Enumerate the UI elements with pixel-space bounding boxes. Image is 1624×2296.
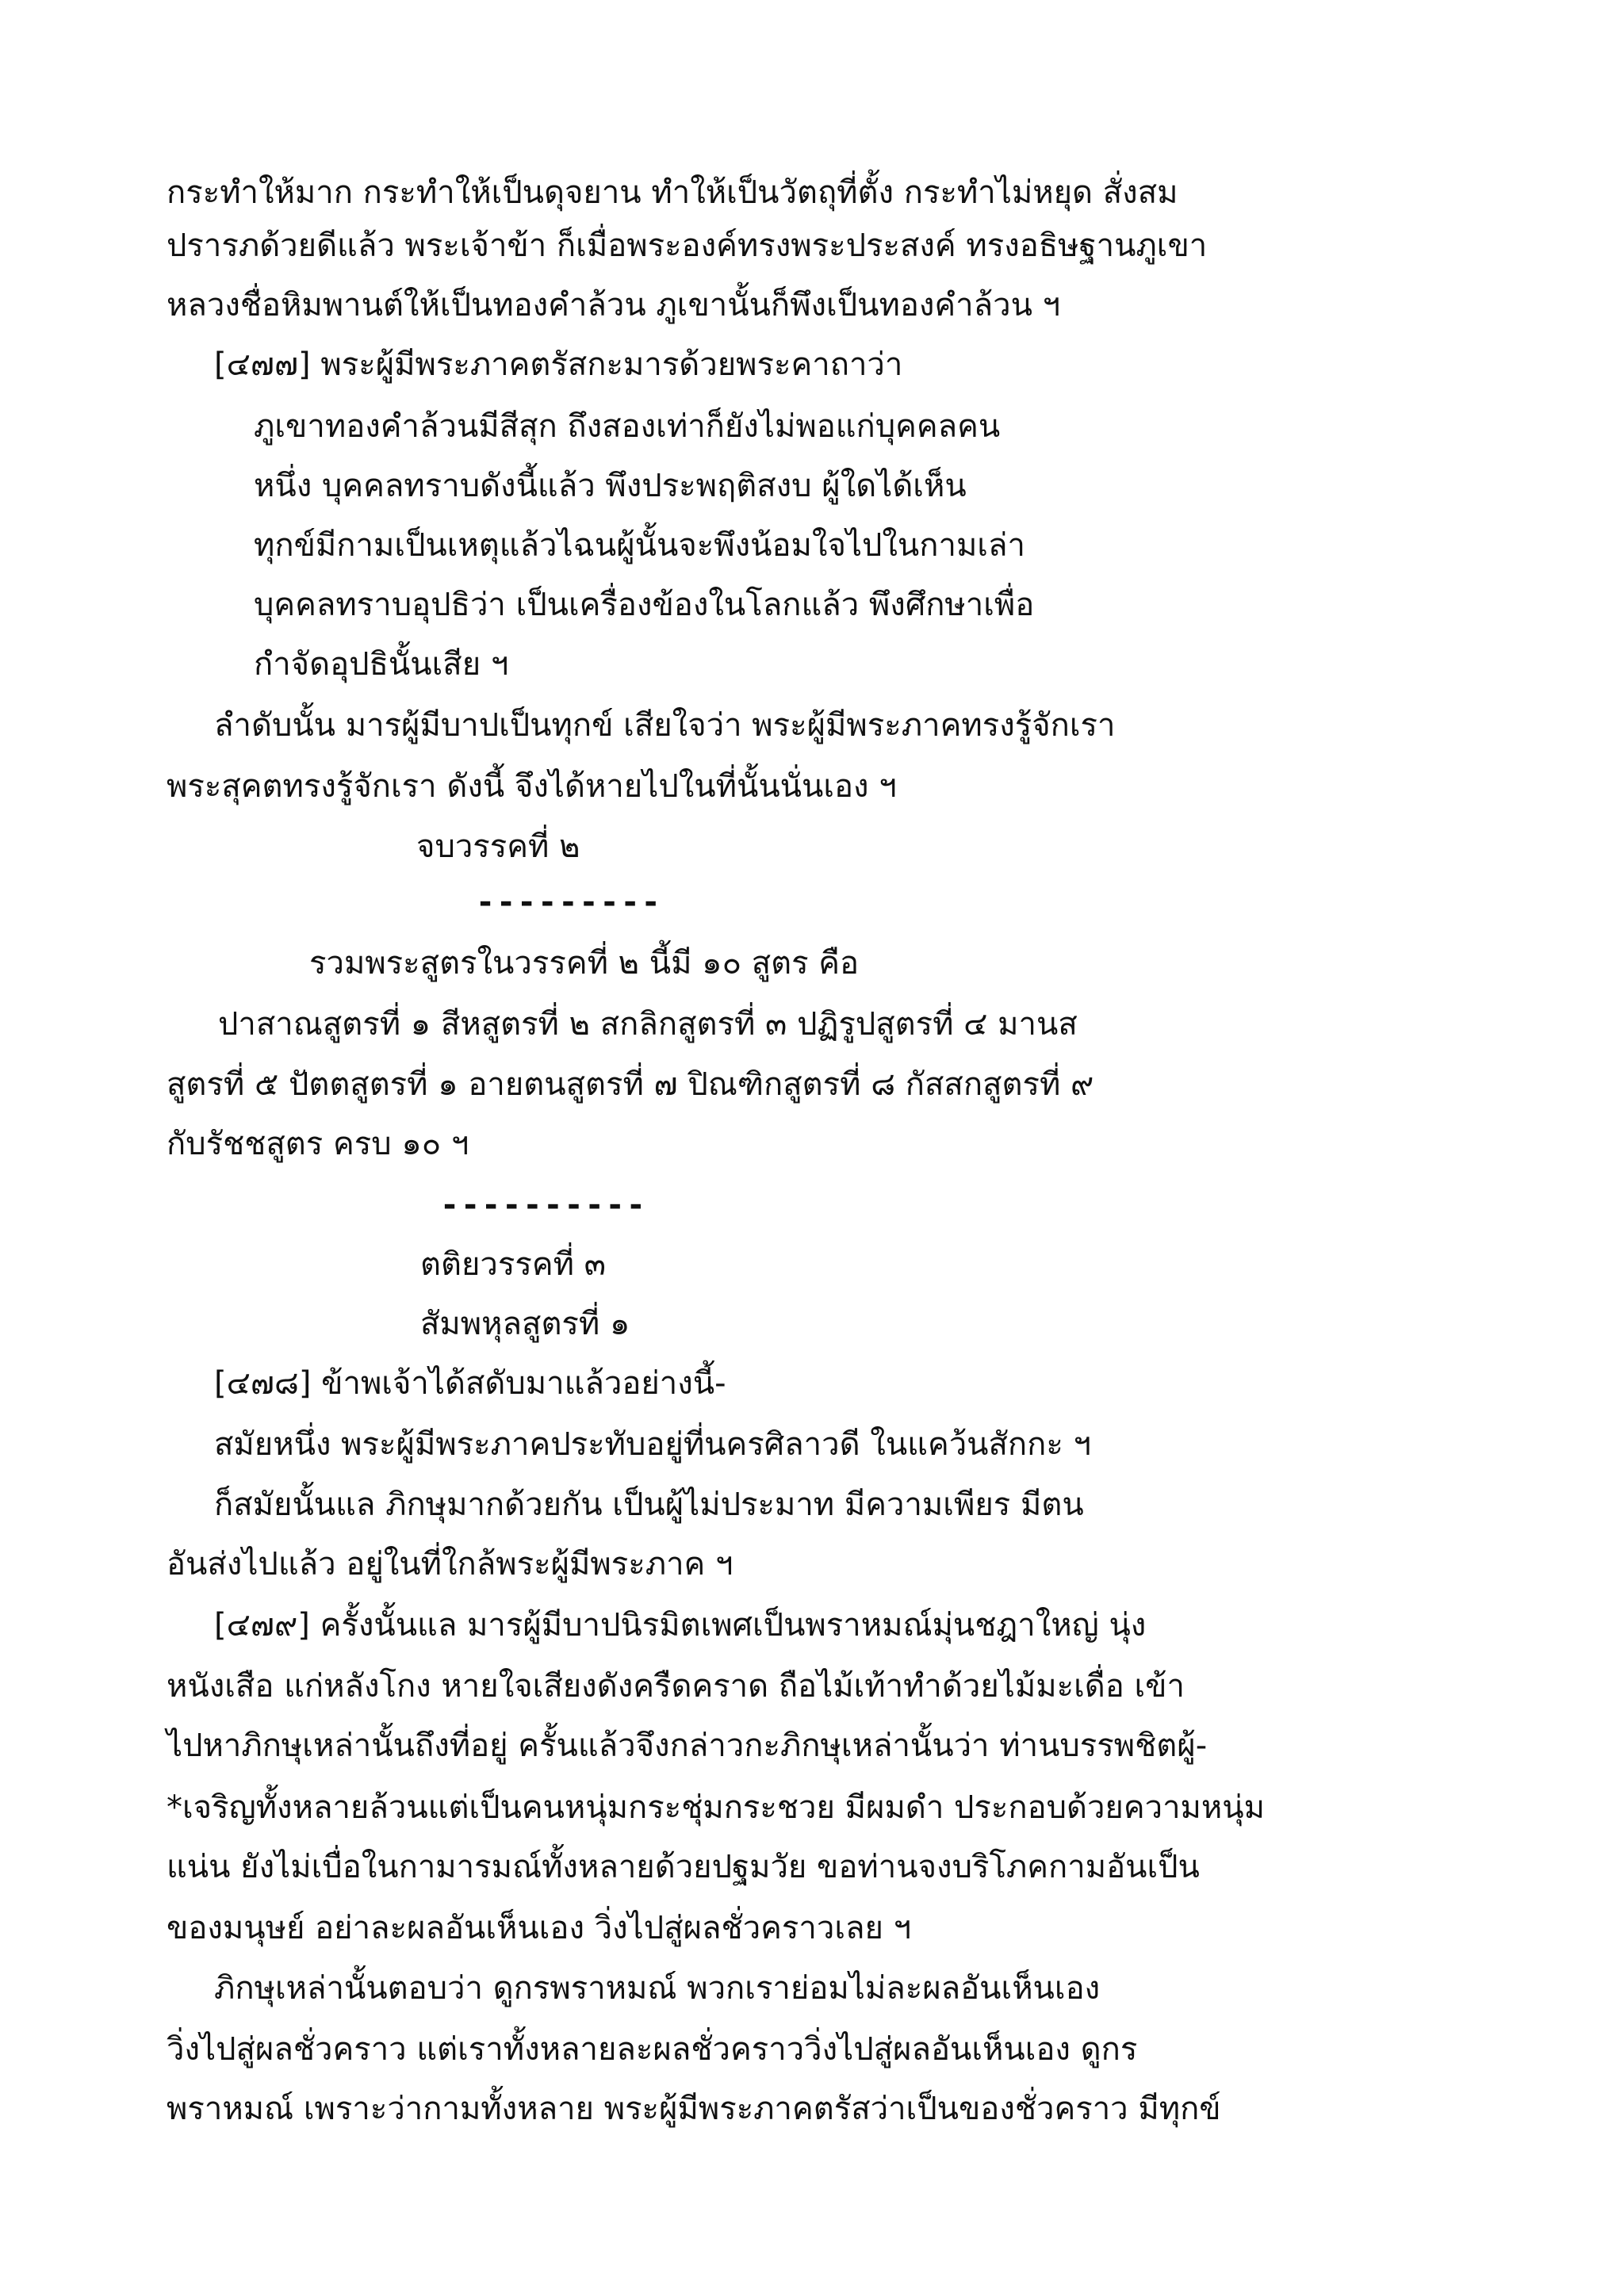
summary-line: สูตรที่ ๕ ปัตตสูตรที่ ๑ อายตนสูตรที่ ๗ ปิณฑิกสูตรที่ ๘ กัสสกสูตรที่ ๙ [167, 1066, 1094, 1103]
paragraph-line: ไปหาภิกษุเหล่านั้นถึงที่อยู่ ครั้นแล้วจึงกล่าวกะภิกษุเหล่านั้นว่า ท่านบรรพชิตผู้- [167, 1728, 1208, 1764]
paragraph-line: กระทำให้มาก กระทำให้เป็นดุจยาน ทำให้เป็นวัตถุที่ตั้ง กระทำไม่หยุด สั่งสม [167, 174, 1178, 211]
paragraph-line: ลำดับนั้น มารผู้มีบาปเป็นทุกข์ เสียใจว่า พระผู้มีพระภาคทรงรู้จักเรา [214, 707, 1116, 744]
verse-line: ทุกข์มีกามเป็นเหตุแล้วไฉนผู้นั้นจะพึงน้อมใจไปในกามเล่า [254, 527, 1025, 564]
paragraph-line: พระสุคตทรงรู้จักเรา ดังนี้ จึงได้หายไปในที่นั้นนั่นเอง ฯ [167, 768, 897, 805]
separator: --------- [476, 884, 662, 920]
summary-heading: รวมพระสูตรในวรรคที่ ๒ นี้มี ๑๐ สูตร คือ [309, 945, 860, 982]
summary-line: กับรัชชสูตร ครบ ๑๐ ฯ [167, 1126, 469, 1162]
paragraph-line: ปรารภด้วยดีแล้ว พระเจ้าข้า ก็เมื่อพระองค์ทรงพระประสงค์ ทรงอธิษฐานภูเขา [167, 228, 1208, 264]
verse-intro: [๔๗๗] พระผู้มีพระภาคตรัสกะมารด้วยพระคาถาว่า [214, 346, 903, 383]
separator: ---------- [440, 1187, 647, 1223]
verse-line: กำจัดอุปธินั้นเสีย ฯ [254, 646, 509, 683]
vagga-title: ตติยวรรคที่ ๓ [420, 1246, 607, 1283]
verse-line: บุคคลทราบอุปธิว่า เป็นเครื่องข้องในโลกแล้ว พึงศึกษาเพื่อ [254, 587, 1035, 623]
paragraph-line: ของมนุษย์ อย่าละผลอันเห็นเอง วิ่งไปสู่ผลชั่วคราวเลย ฯ [167, 1910, 912, 1946]
paragraph-line: ภิกษุเหล่านั้นตอบว่า ดูกรพราหมณ์ พวกเราย่อมไม่ละผลอันเห็นเอง [214, 1970, 1101, 2007]
paragraph-line: หลวงชื่อหิมพานต์ให้เป็นทองคำล้วน ภูเขานั้นก็พึงเป็นทองคำล้วน ฯ [167, 287, 1061, 323]
summary-line: ปาสาณสูตรที่ ๑ สีหสูตรที่ ๒ สกลิกสูตรที่ ๓ ปฏิรูปสูตรที่ ๔ มานส [218, 1006, 1078, 1043]
paragraph-line: พราหมณ์ เพราะว่ากามทั้งหลาย พระผู้มีพระภาคตรัสว่าเป็นของชั่วคราว มีทุกข์ [167, 2091, 1221, 2127]
end-of-vagga: จบวรรคที่ ๒ [416, 828, 580, 865]
verse-line: ภูเขาทองคำล้วนมีสีสุก ถึงสองเท่าก็ยังไม่พอแก่บุคคลคน [254, 408, 1001, 445]
paragraph-line: สมัยหนึ่ง พระผู้มีพระภาคประทับอยู่ที่นครศิลาวดี ในแคว้นสักกะ ฯ [214, 1426, 1092, 1463]
paragraph-line: แน่น ยังไม่เบื่อในกามารมณ์ทั้งหลายด้วยปฐมวัย ขอท่านจงบริโภคกามอันเป็น [167, 1849, 1200, 1885]
paragraph-line: *เจริญทั้งหลายล้วนแต่เป็นคนหนุ่มกระชุ่มกระชวย มีผมดำ ประกอบด้วยความหนุ่ม [167, 1789, 1265, 1826]
verse-line: หนึ่ง บุคคลทราบดังนี้แล้ว พึงประพฤติสงบ ผู้ใดได้เห็น [254, 468, 967, 504]
paragraph-line: ก็สมัยนั้นแล ภิกษุมากด้วยกัน เป็นผู้ไม่ประมาท มีความเพียร มีตน [214, 1487, 1084, 1523]
paragraph-line: หนังเสือ แก่หลังโกง หายใจเสียงดังครืดคราด ถือไม้เท้าทำด้วยไม้มะเดื่อ เข้า [167, 1668, 1185, 1705]
paragraph-line: อันส่งไปแล้ว อยู่ในที่ใกล้พระผู้มีพระภาค ฯ [167, 1546, 733, 1582]
paragraph-line: วิ่งไปสู่ผลชั่วคราว แต่เราทั้งหลายละผลชั่วคราววิ่งไปสู่ผลอันเห็นเอง ดูกร [167, 2031, 1138, 2068]
paragraph-line: [๔๗๘] ข้าพเจ้าได้สดับมาแล้วอย่างนี้- [214, 1365, 726, 1402]
sutta-title: สัมพหุลสูตรที่ ๑ [420, 1306, 630, 1342]
paragraph-line: [๔๗๙] ครั้งนั้นแล มารผู้มีบาปนิรมิตเพศเป็นพราหมณ์มุ่นชฎาใหญ่ นุ่ง [214, 1607, 1147, 1644]
